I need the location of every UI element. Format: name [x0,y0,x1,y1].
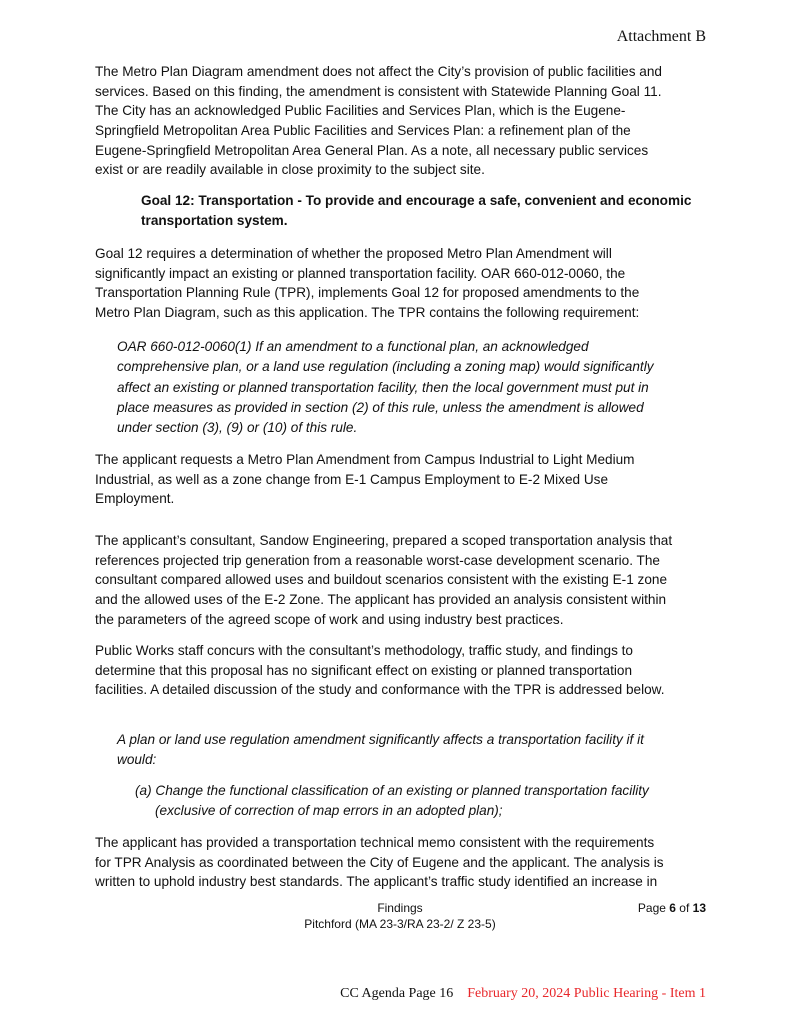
criterion-text [117,730,644,769]
footer-center [300,900,500,932]
agenda-stamp [340,986,706,1002]
page-prefix: Page [637,901,670,915]
line: A plan or land use regulation amendment significantly affects a transportation facility if it [117,732,644,747]
paragraph-technical-memo [95,833,664,892]
line: The City has an acknowledged Public Facilities and Services Plan, which is the Eugene- [95,103,626,119]
line: transportation system. [141,212,288,228]
line: for TPR Analysis as coordinated between the City of Eugene and the applicant. The analysis is [95,854,664,870]
paragraph-consultant [95,531,672,629]
line: The applicant has provided a transportation technical memo consistent with the requirements [95,835,655,850]
attachment-label: Attachment B [616,28,706,45]
line: written to uphold industry best standards. The applicant’s traffic study identified an increase in [95,874,658,890]
line: references projected trip generation from a reasonable worst-case development scenario. The [95,552,660,568]
paragraph-public-works [95,641,665,700]
line: OAR 660-012-0060(1) If an amendment to a functional plan, an acknowledged [117,339,589,354]
line: determine that this proposal has no significant effect on existing or planned transportation [95,662,633,678]
oar-quote [117,337,654,438]
goal12-heading [141,191,691,230]
line: would: [117,751,157,767]
footer-case-number: Pitchford (MA 23-3/RA 23-2/ Z 23-5) [304,917,496,931]
line: significantly impact an existing or planned transportation facility. OAR 660-012-0060, the [95,265,626,281]
page-total: 13 [692,901,706,915]
line: (exclusive of correction of map errors in an adopted plan); [155,802,503,818]
line: Employment. [95,491,175,507]
line: services. Based on this finding, the amendment is consistent with Statewide Planning Goal 11. [95,83,662,99]
line: Industrial, as well as a zone change from E-1 Campus Employment to E-2 Mixed Use [95,471,609,487]
line: Goal 12: Transportation - To provide and encourage a safe, convenient and economic [141,193,692,208]
line: exist or are readily available in close proximity to the subject site. [95,162,485,178]
line: comprehensive plan, or a land use regulation (including a zoning map) would significantly [117,359,654,375]
footer-title: Findings [377,901,423,915]
line: Transportation Planning Rule (TPR), implements Goal 12 for proposed amendments to the [95,285,640,301]
line: The applicant’s consultant, Sandow Engineering, prepared a scoped transportation analysis that [95,533,673,548]
page-number [638,900,706,916]
hearing-date: February 20, 2024 Public Hearing - Item 1 [467,986,706,1001]
line: Goal 12 requires a determination of whether the proposed Metro Plan Amendment will [95,246,612,261]
criterion-item-a [135,781,649,820]
line: under section (3), (9) or (10) of this rule. [117,420,358,436]
line: the parameters of the agreed scope of work and using industry best practices. [95,611,564,627]
line: Metro Plan Diagram, such as this application. The TPR contains the following requirement: [95,305,640,321]
line: Springfield Metropolitan Area Public Facilities and Services Plan: a refinement plan of the [95,123,631,139]
page-of: of [675,901,693,915]
paragraph-goal11-conclusion [95,62,662,180]
line: The Metro Plan Diagram amendment does not affect the City’s provision of public facilities and [95,64,662,79]
line: (a) Change the functional classification of an existing or planned transportation facility [135,783,649,798]
line: The applicant requests a Metro Plan Amendment from Campus Industrial to Light Medium [95,452,635,467]
line: Public Works staff concurs with the consultant’s methodology, traffic study, and findings to [95,643,633,658]
line: and the allowed uses of the E-2 Zone. The applicant has provided an analysis consistent within [95,592,667,608]
page-current: 6 [669,901,676,915]
line: place measures as provided in section (2) of this rule, unless the amendment is allowed [117,399,644,415]
paragraph-request [95,450,634,509]
paragraph-goal12-intro [95,244,639,323]
line: consultant compared allowed uses and buildout scenarios consistent with the existing E-1 zone [95,572,668,588]
line: Eugene-Springfield Metropolitan Area General Plan. As a note, all necessary public services [95,142,649,158]
agenda-page: CC Agenda Page 16 [340,986,454,1001]
line: affect an existing or planned transportation facility, then the local government must put in [117,379,649,395]
line: facilities. A detailed discussion of the study and conformance with the TPR is addressed below. [95,682,665,698]
